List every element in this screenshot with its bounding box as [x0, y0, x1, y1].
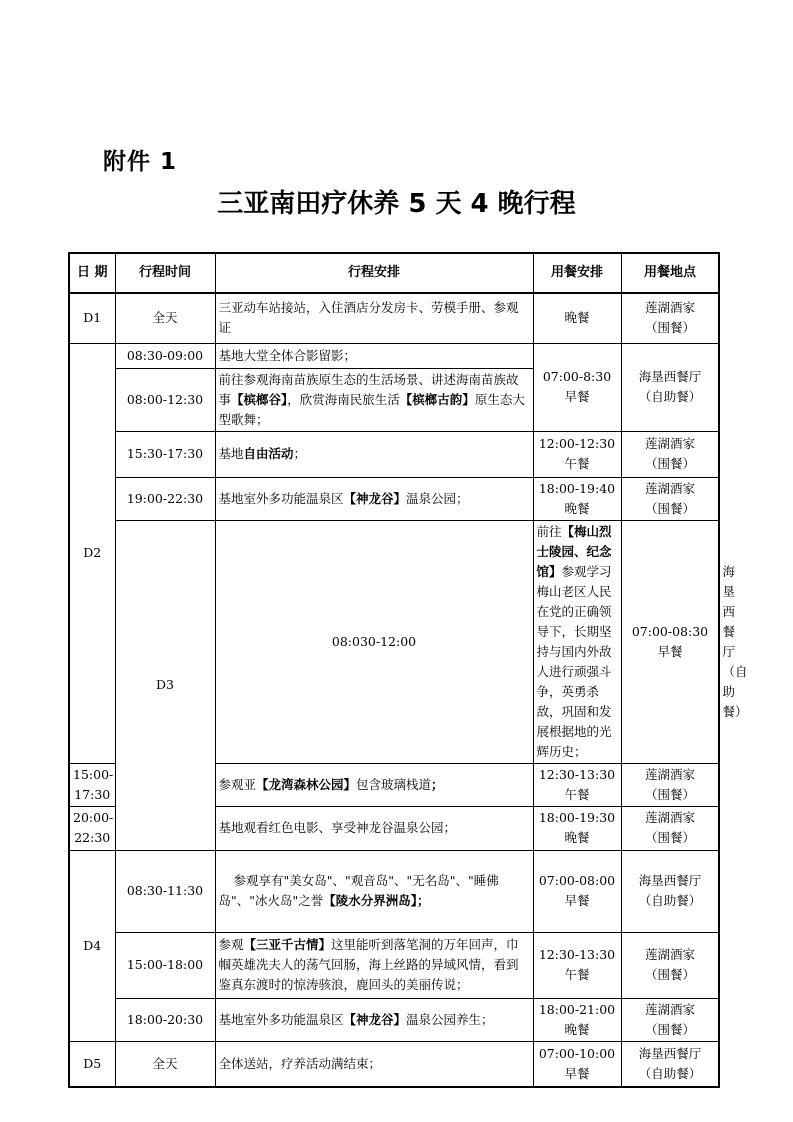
- meal-cell: [533, 763, 621, 806]
- header-place: 用餐地点: [621, 253, 719, 293]
- place-name: 莲湖酒家: [644, 947, 695, 962]
- place-type: （围餐）: [644, 320, 695, 336]
- meal-cell: [533, 932, 621, 998]
- meal-cell: [533, 998, 621, 1041]
- meal-name: 午餐: [564, 786, 590, 802]
- meal-time: 12:30-13:30: [538, 947, 616, 962]
- page-title: 三亚南田疗休养 5 天 4 晚行程: [217, 189, 576, 219]
- plan-text: 这里能听到落笔洞的万年回声，巾帼英雄冼夫人的荡气回肠，海上丝路的异域风情，看到鉴真东渡时的惊涛骇浪，鹿回头的美丽传说；: [218, 937, 519, 992]
- attachment-label: 附件 1: [103, 149, 178, 175]
- time-cell: 18:00-20:30: [115, 998, 215, 1041]
- header-meal: 用餐安排: [533, 253, 621, 293]
- plan-text: 参观学习梅山老区人民在党的正确领导下，长期坚持与国内外敌人进行顽强斗争，英勇杀敌，巩固和发展根据地的光辉历史；: [536, 563, 612, 759]
- plan-highlight: ；: [417, 893, 430, 908]
- time-cell: 15:30-17:30: [115, 431, 215, 477]
- meal-name: 晚餐: [564, 1021, 590, 1037]
- place-type: （围餐）: [644, 500, 695, 516]
- time-cell: 20:00-22:30: [69, 806, 115, 850]
- plan-cell: [215, 932, 533, 998]
- plan-text: 参观: [218, 937, 244, 952]
- plan-highlight: 【梅山烈士陵园、纪念馆】: [536, 523, 612, 579]
- plan-cell: [533, 520, 621, 763]
- meal-cell: [621, 520, 719, 763]
- place-name: 莲湖酒家: [644, 480, 695, 496]
- meal-name: 晚餐: [564, 830, 590, 845]
- plan-text: 基地: [218, 446, 244, 461]
- plan-text: ，欣赏海南民旅生活: [287, 391, 400, 407]
- plan-cell: [215, 998, 533, 1041]
- meal-time: 12:30-13:30: [538, 766, 616, 782]
- time-cell: 全天: [115, 293, 215, 343]
- place-cell: [621, 431, 719, 477]
- meal-name: 早餐: [564, 1065, 590, 1081]
- place-cell: [621, 850, 719, 932]
- place-type: （围餐）: [644, 786, 695, 802]
- place-cell: [621, 763, 719, 806]
- plan-cell: [215, 850, 533, 932]
- meal-name: 早餐: [657, 643, 683, 659]
- place-type: （自助餐）: [638, 893, 702, 908]
- meal-name: 午餐: [564, 456, 590, 471]
- plan-highlight: 【陵水分界洲岛】: [323, 893, 418, 908]
- day-cell: D5: [69, 1041, 115, 1087]
- place-name: 莲湖酒家: [644, 810, 695, 825]
- place-name: 莲湖酒家: [644, 300, 695, 316]
- place-cell: [621, 998, 719, 1041]
- meal-time: 18:00-19:40: [538, 480, 616, 496]
- day-cell: D4: [69, 850, 115, 1041]
- place-type: （自助餐）: [638, 1065, 702, 1081]
- place-name: 海垦西餐厅: [722, 563, 736, 659]
- plan-highlight: 【神龙谷】: [343, 1011, 407, 1027]
- meal-name: 午餐: [564, 967, 590, 982]
- time-cell: 15:00-18:00: [115, 932, 215, 998]
- place-name: 莲湖酒家: [644, 766, 695, 782]
- plan-text: 参观享有"美女岛"、"观音岛"、"无名岛"、"睡佛岛"、"冰火岛"之誉: [218, 873, 499, 908]
- time-cell: 08:30-09:00: [115, 343, 215, 368]
- meal-name: 早餐: [564, 389, 590, 404]
- meal-cell: [533, 431, 621, 477]
- plan-text: 温泉公园养生；: [406, 1011, 494, 1027]
- plan-text: 基地室外多功能温泉区: [218, 1011, 344, 1027]
- plan-text: 温泉公园；: [406, 490, 469, 506]
- meal-time: 07:00-08:30: [631, 623, 709, 639]
- place-name: 莲湖酒家: [644, 436, 695, 451]
- plan-highlight: 自由活动: [243, 446, 294, 461]
- header-plan: 行程安排: [215, 253, 533, 293]
- place-type: （围餐）: [644, 830, 695, 845]
- header-time: 行程时间: [115, 253, 215, 293]
- plan-cell: 全体送站，疗养活动满结束；: [215, 1041, 533, 1087]
- place-name: 海垦西餐厅: [638, 369, 702, 384]
- time-cell: 15:00-17:30: [69, 763, 115, 806]
- day-cell: D2: [69, 343, 115, 763]
- plan-cell: [215, 763, 533, 806]
- place-cell: [621, 477, 719, 520]
- plan-text: 前往: [536, 523, 562, 539]
- table-row: [69, 932, 719, 998]
- plan-highlight: 【槟榔古韵】: [399, 391, 475, 407]
- plan-text: ；: [293, 446, 307, 461]
- plan-text: 参观亚: [218, 776, 257, 792]
- place-cell: [621, 343, 719, 431]
- table-row: [69, 998, 719, 1041]
- meal-time: 07:00-10:00: [538, 1045, 616, 1061]
- plan-text: 基地室外多功能温泉区: [218, 490, 344, 506]
- plan-highlight: 【龙湾森林公园】: [256, 776, 357, 792]
- plan-highlight: 【槟榔谷】: [231, 391, 288, 407]
- plan-cell: 三亚动车站接站，入住酒店分发房卡、劳模手册、参观证: [215, 293, 533, 343]
- plan-text: 前往参观海南苗族原生态的生活场景、讲述海南苗族故事: [218, 371, 519, 407]
- time-cell: 08:30-11:30: [115, 850, 215, 932]
- time-cell: 全天: [115, 1041, 215, 1087]
- meal-name: 晚餐: [564, 500, 590, 516]
- itinerary-table: [68, 252, 748, 1088]
- meal-time: 07:00-08:00: [538, 873, 616, 888]
- plan-cell: 基地大堂全体合影留影；: [215, 343, 533, 368]
- table-row: [69, 431, 719, 477]
- place-type: （自助餐）: [722, 663, 748, 719]
- place-cell: [621, 1041, 719, 1087]
- plan-cell: [215, 368, 533, 431]
- meal-name: 早餐: [564, 893, 590, 908]
- meal-cell: [533, 1041, 621, 1087]
- place-type: （自助餐）: [638, 389, 702, 404]
- plan-highlight: 【神龙谷】: [343, 490, 407, 506]
- table-row: [69, 850, 719, 932]
- table-row: [69, 343, 719, 368]
- table-row: [69, 477, 719, 520]
- plan-cell: [215, 477, 533, 520]
- meal-time: 18:00-19:30: [538, 810, 616, 825]
- time-cell: 19:00-22:30: [115, 477, 215, 520]
- plan-cell: [215, 431, 533, 477]
- meal-time: 07:00-8:30: [542, 369, 612, 384]
- day-cell: D1: [69, 293, 115, 343]
- place-cell: [621, 293, 719, 343]
- table-row: [69, 520, 719, 763]
- time-cell: 08:00-12:30: [115, 368, 215, 431]
- place-cell: [621, 932, 719, 998]
- meal-time: 18:00-21:00: [538, 1001, 616, 1017]
- plan-cell: 基地观看红色电影、享受神龙谷温泉公园；: [215, 806, 533, 850]
- meal-cell: 晚餐: [533, 293, 621, 343]
- meal-cell: [533, 806, 621, 850]
- header-day: 日 期: [69, 253, 115, 293]
- table-header-row: [69, 253, 719, 293]
- meal-cell: [533, 850, 621, 932]
- meal-cell: [533, 343, 621, 431]
- place-type: （围餐）: [644, 967, 695, 982]
- day-cell: D3: [115, 520, 215, 850]
- place-name: 海垦西餐厅: [638, 873, 702, 888]
- plan-text: 原生态大型歌舞；: [218, 391, 525, 427]
- place-type: （围餐）: [644, 456, 695, 471]
- place-name: 海垦西餐厅: [638, 1045, 702, 1061]
- time-cell: 08:030-12:00: [215, 520, 533, 763]
- plan-highlight: ；: [431, 776, 444, 792]
- plan-text: 包含玻璃栈道: [356, 776, 432, 792]
- meal-time: 12:00-12:30: [538, 436, 616, 451]
- table-row: [69, 1041, 719, 1087]
- meal-cell: [533, 477, 621, 520]
- place-cell: [621, 806, 719, 850]
- table-row: [69, 293, 719, 343]
- place-name: 莲湖酒家: [644, 1001, 695, 1017]
- plan-highlight: 【三亚千古情】: [243, 937, 332, 952]
- place-type: （围餐）: [644, 1021, 695, 1037]
